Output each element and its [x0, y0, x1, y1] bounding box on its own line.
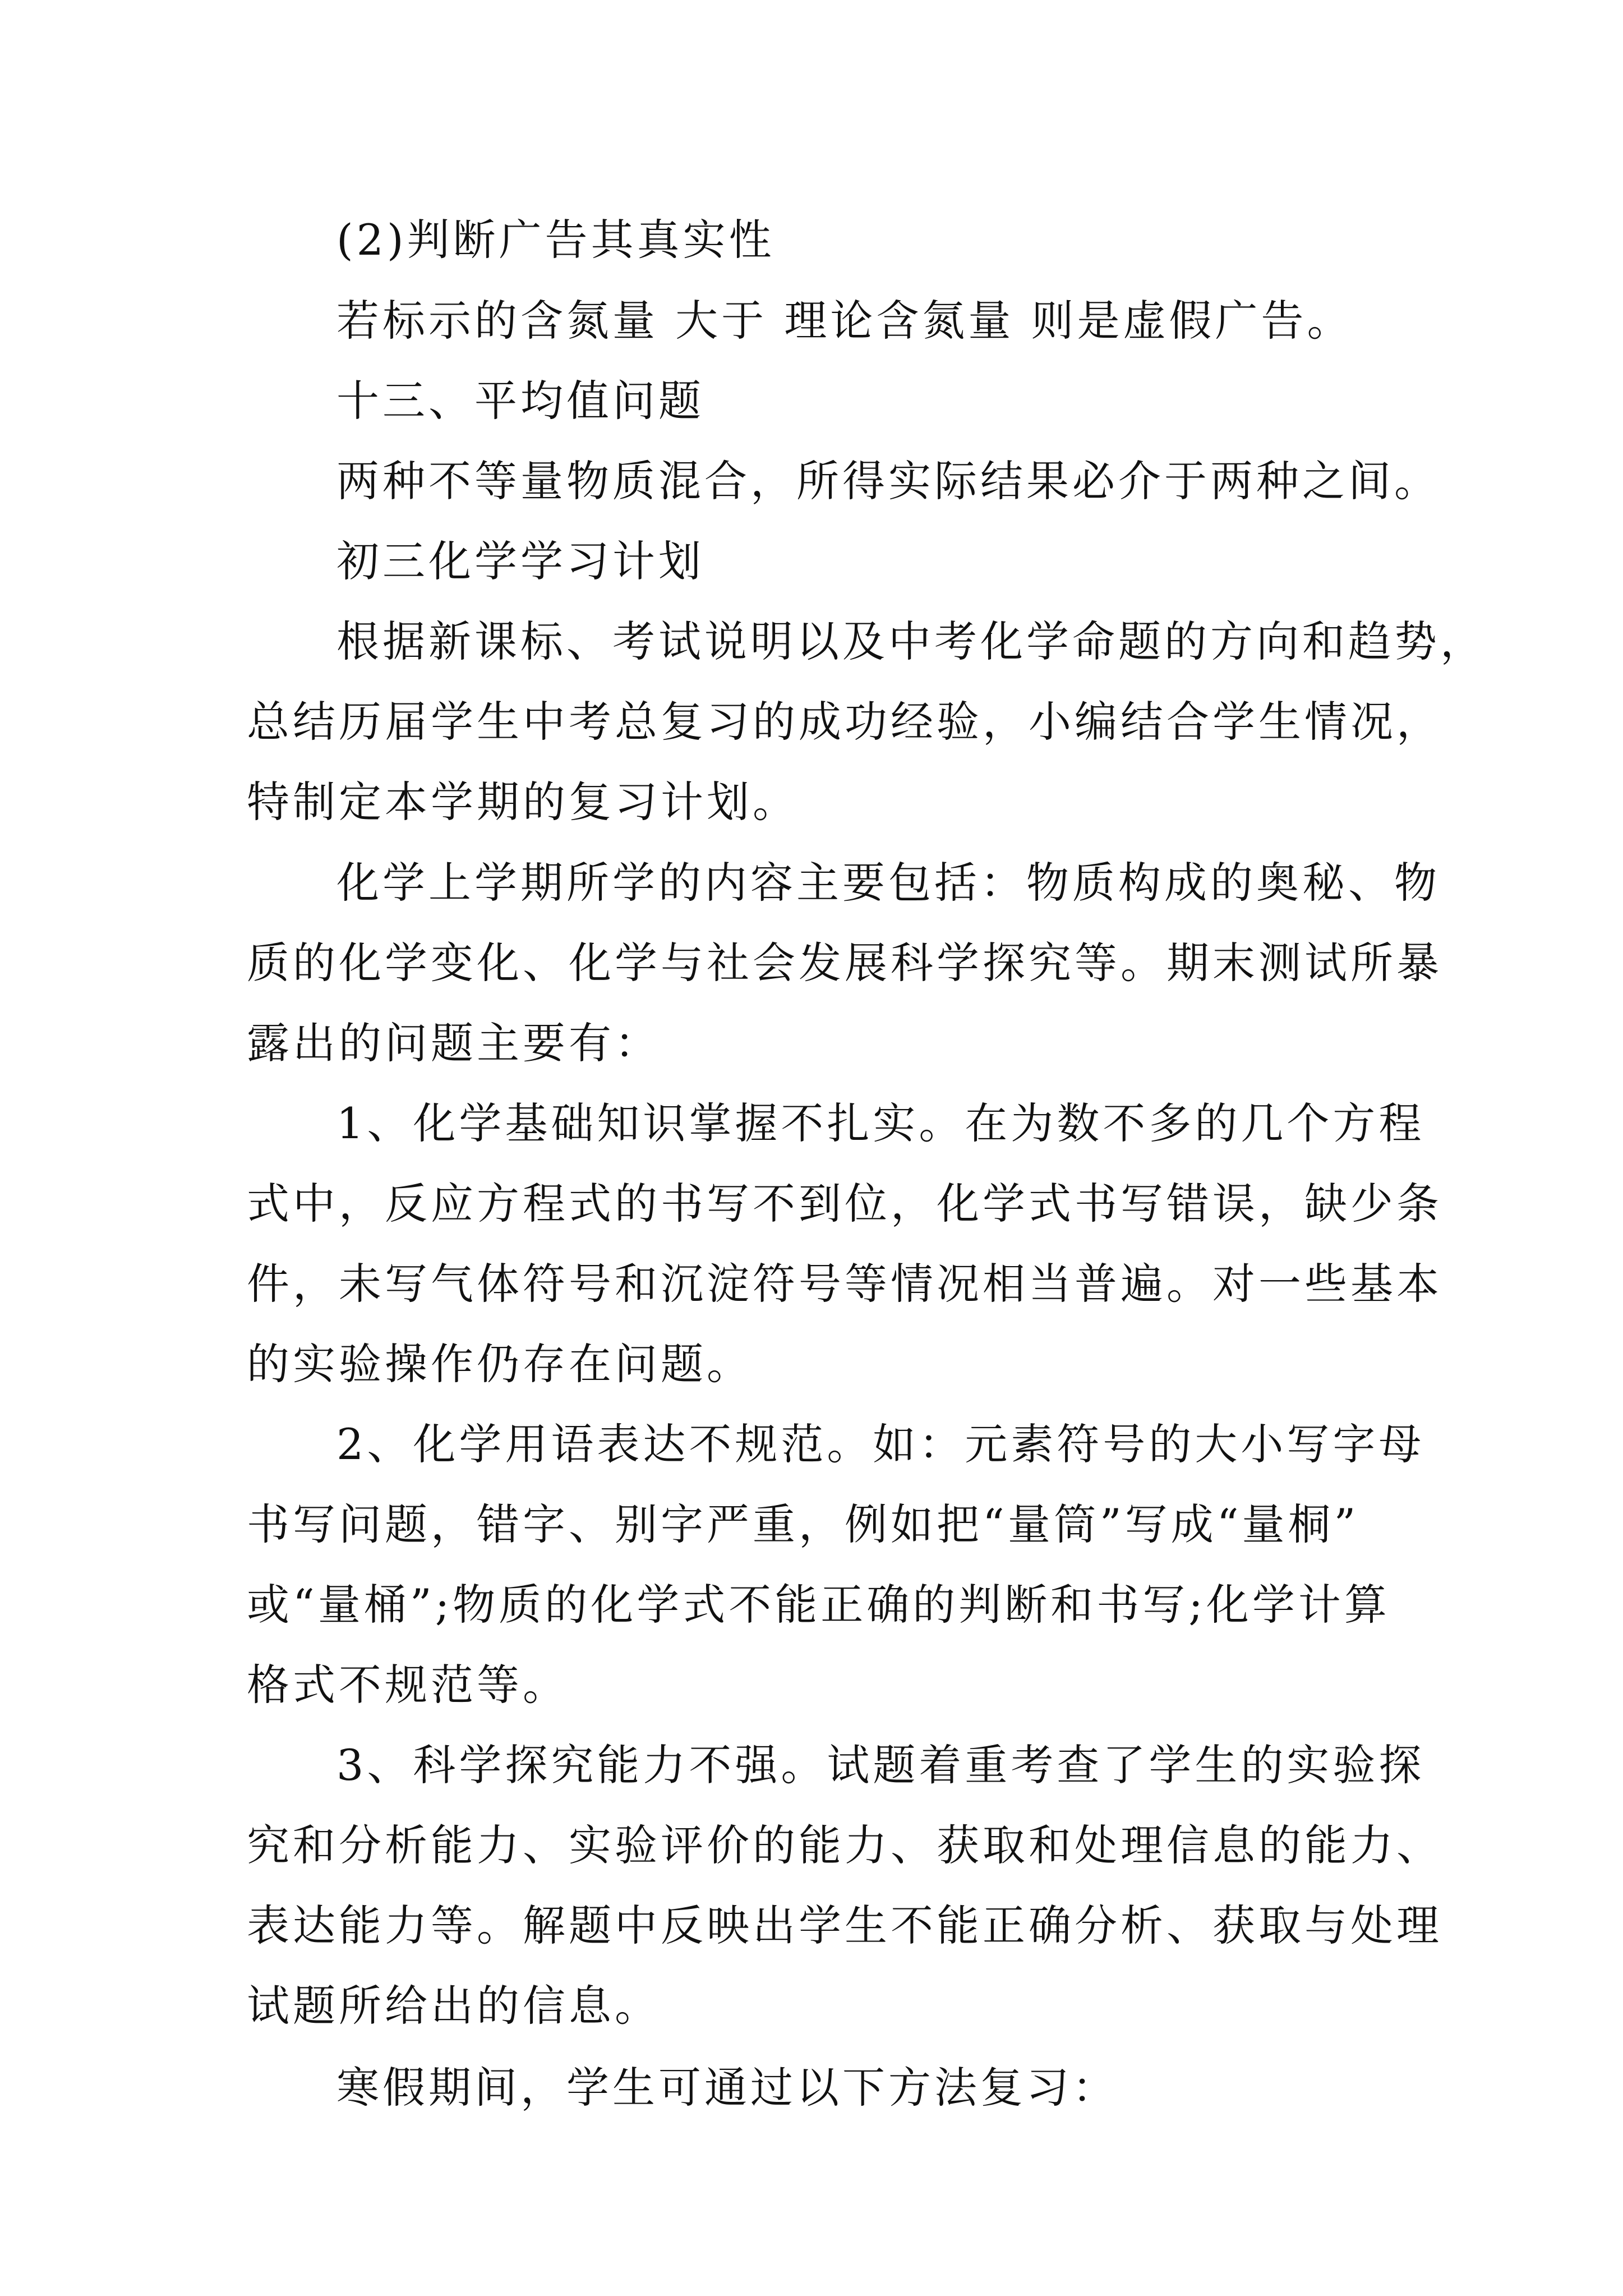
- text-line: 化学上学期所学的内容主要包括：物质构成的奥秘、物: [336, 858, 1440, 908]
- text-line: 究和分析能力、实验评价的能力、获取和处理信息的能力、: [247, 1820, 1442, 1870]
- text-line: 2、化学用语表达不规范。如：元素符号的大小写字母: [336, 1419, 1425, 1469]
- text-line: 书写问题，错字、别字严重，例如把“量筒”写成“量桐”: [247, 1499, 1359, 1549]
- text-line: 或“量桶”;物质的化学式不能正确的判断和书写;化学计算: [247, 1580, 1390, 1630]
- document-title: 初三化学学习计划: [336, 536, 704, 586]
- text-line: 质的化学变化、化学与社会发展科学探究等。期末测试所暴: [247, 938, 1442, 988]
- text-line: 总结历届学生中考总复习的成功经验，小编结合学生情况，: [247, 697, 1442, 747]
- text-line: 寒假期间，学生可通过以下方法复习：: [336, 2063, 1118, 2113]
- text-line: 的实验操作仍存在问题。: [247, 1339, 753, 1389]
- text-line: 根据新课标、考试说明以及中考化学命题的方向和趋势，: [336, 616, 1486, 666]
- text-line: 露出的问题主要有：: [247, 1018, 661, 1068]
- text-line: 1、化学基础知识掌握不扎实。在为数不多的几个方程: [336, 1098, 1425, 1148]
- section-heading: 十三、平均值问题: [336, 376, 704, 426]
- text-line: 表达能力等。解题中反映出学生不能正确分析、获取与处理: [247, 1901, 1442, 1950]
- text-line: 3、科学探究能力不强。试题着重考查了学生的实验探: [336, 1740, 1425, 1790]
- text-line: 件，未写气体符号和沉淀符号等情况相当普遍。对一些基本: [247, 1259, 1442, 1309]
- text-line: 格式不规范等。: [247, 1660, 569, 1710]
- text-line: (2)判断广告其真实性: [336, 215, 775, 265]
- text-line: 若标示的含氮量 大于 理论含氮量 则是虚假广告。: [336, 296, 1353, 346]
- text-line: 两种不等量物质混合，所得实际结果必介于两种之间。: [336, 456, 1440, 506]
- text-line: 特制定本学期的复习计划。: [247, 777, 799, 827]
- text-line: 式中，反应方程式的书写不到位，化学式书写错误，缺少条: [247, 1179, 1442, 1228]
- text-line: 试题所给出的信息。: [247, 1981, 661, 2031]
